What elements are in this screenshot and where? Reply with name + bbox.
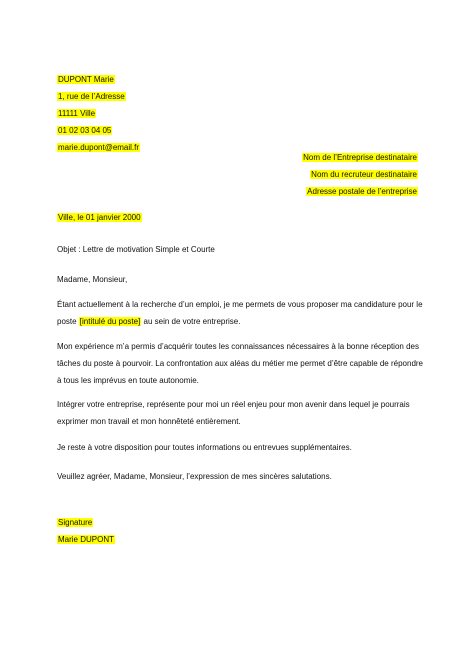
- job-title-placeholder: [intitulé du poste]: [79, 317, 141, 326]
- paragraph-5: Veuillez agréer, Madame, Monsieur, l’expression de mes sincères salutations.: [57, 472, 332, 481]
- sender-street: 1, rue de l’Adresse: [58, 92, 125, 101]
- paragraph-1: [57, 296, 425, 330]
- sender-email: marie.dupont@email.fr: [58, 143, 140, 152]
- recipient-block: [302, 149, 418, 200]
- signature-name: Marie DUPONT: [58, 535, 115, 544]
- sender-name: DUPONT Marie: [58, 75, 114, 84]
- recipient-company: Nom de l’Entreprise destinataire: [303, 153, 417, 162]
- paragraph-4: Je reste à votre disposition pour toutes informations ou entrevues supplémentaires.: [57, 443, 352, 452]
- paragraph-1-text-before: Étant actuellement à la recherche d’un emploi, je me permets de vous proposer ma candidature pour le poste: [57, 300, 423, 326]
- subject-line: Objet : Lettre de motivation Simple et Courte: [57, 245, 215, 254]
- signature-block: [57, 514, 115, 548]
- paragraph-2: Mon expérience m’a permis d’acquérir toutes les connaissances nécessaires à la bonne réception des tâches du poste à pourvoir. La confrontation aux aléas du métier me permet d’être capable de répondre à tous les imprévus en toute autonomie.: [57, 342, 424, 385]
- paragraph-1-text-after: au sein de votre entreprise.: [141, 317, 241, 326]
- sender-city: 11111 Ville: [58, 109, 96, 118]
- salutation: Madame, Monsieur,: [57, 275, 128, 284]
- date-line-container: [57, 209, 142, 226]
- signature-label: Signature: [58, 518, 93, 527]
- date-line: Ville, le 01 janvier 2000: [58, 213, 141, 222]
- recipient-address: Adresse postale de l’entreprise: [307, 187, 417, 196]
- sender-phone: 01 02 03 04 05: [58, 126, 112, 135]
- recipient-recruiter: Nom du recruteur destinataire: [311, 170, 417, 179]
- paragraph-3: Intégrer votre entreprise, représente pour moi un réel enjeu pour mon avenir dans lequel je pourrais exprimer mon travail et mon honnêteté entièrement.: [57, 400, 410, 426]
- sender-block: [57, 71, 140, 156]
